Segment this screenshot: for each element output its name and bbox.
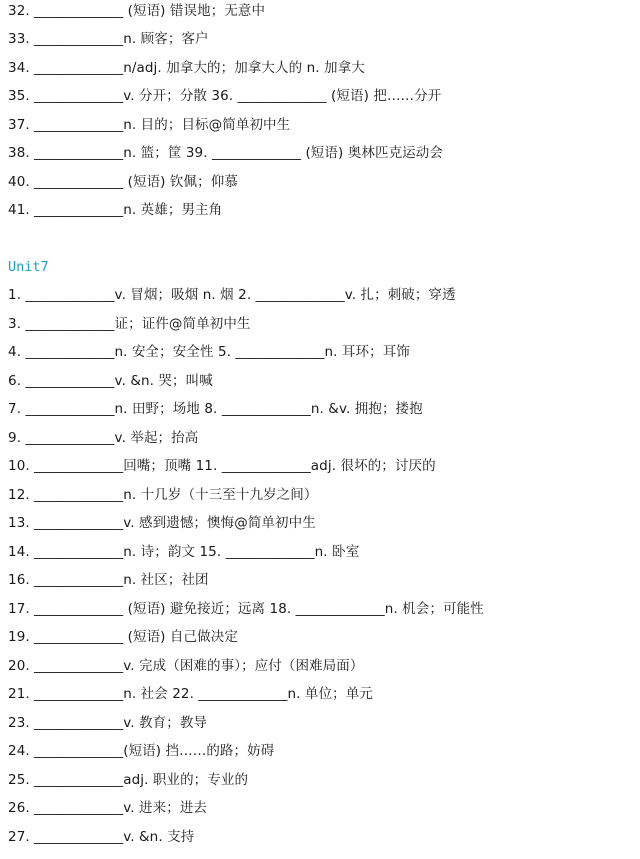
vocab-item-14-15: 14. _____________n. 诗；韵文 15. _____________n. 卧室 [8,544,360,560]
vocab-item-32: 32. _____________ (短语) 错误地；无意中 [8,3,266,19]
vocab-item-26: 26. _____________v. 进来；进去 [8,800,208,816]
vocab-item-20: 20. _____________v. 完成（困难的事）；应付（困难局面） [8,658,364,674]
vocab-item-17-18: 17. _____________ (短语) 避免接近；远离 18. _____________n. 机会；可能性 [8,601,484,617]
vocab-item-37: 37. _____________n. 目的；目标@简单初中生 [8,117,291,133]
vocab-item-7-8: 7. _____________n. 田野；场地 8. _____________n. &v. 拥抱；搂抱 [8,401,423,417]
vocab-item-34: 34. _____________n/adj. 加拿大的；加拿大人的 n. 加拿大 [8,60,365,76]
vocab-item-9: 9. _____________v. 举起；抬高 [8,430,199,446]
vocab-item-25: 25. _____________adj. 职业的；专业的 [8,772,249,788]
unit-heading: Unit7 [8,259,49,275]
vocab-item-24: 24. _____________(短语) 挡……的路；妨碍 [8,743,275,759]
vocab-item-41: 41. _____________n. 英雄；男主角 [8,202,223,218]
vocab-item-3: 3. _____________证；证件@简单初中生 [8,316,251,332]
vocab-item-4-5: 4. _____________n. 安全；安全性 5. _____________n. 耳环；耳饰 [8,344,410,360]
vocab-item-23: 23. _____________v. 教育；教导 [8,715,208,731]
vocab-item-13: 13. _____________v. 感到遗憾；懊悔@简单初中生 [8,515,316,531]
vocab-item-1-2: 1. _____________v. 冒烟；吸烟 n. 烟 2. _____________v. 扎；刺破；穿透 [8,287,456,303]
vocab-item-16: 16. _____________n. 社区；社团 [8,572,209,588]
vocab-item-6: 6. _____________v. &n. 哭；叫喊 [8,373,213,389]
vocab-item-27: 27. _____________v. &n. 支持 [8,829,195,845]
vocab-item-12: 12. _____________n. 十几岁（十三至十九岁之间） [8,487,318,503]
vocab-item-40: 40. _____________ (短语) 钦佩；仰慕 [8,174,238,190]
vocab-item-21-22: 21. _____________n. 社会 22. _____________n. 单位；单元 [8,686,373,702]
vocab-item-38-39: 38. _____________n. 篮；筐 39. _____________ (短语) 奥林匹克运动会 [8,145,443,161]
vocab-item-19: 19. _____________ (短语) 自己做决定 [8,629,238,645]
vocab-item-10-11: 10. _____________回嘴；顶嘴 11. _____________adj. 很坏的；讨厌的 [8,458,436,474]
vocab-item-33: 33. _____________n. 顾客；客户 [8,31,209,47]
vocab-item-35-36: 35. _____________v. 分开；分散 36. _____________ (短语) 把……分开 [8,88,442,104]
